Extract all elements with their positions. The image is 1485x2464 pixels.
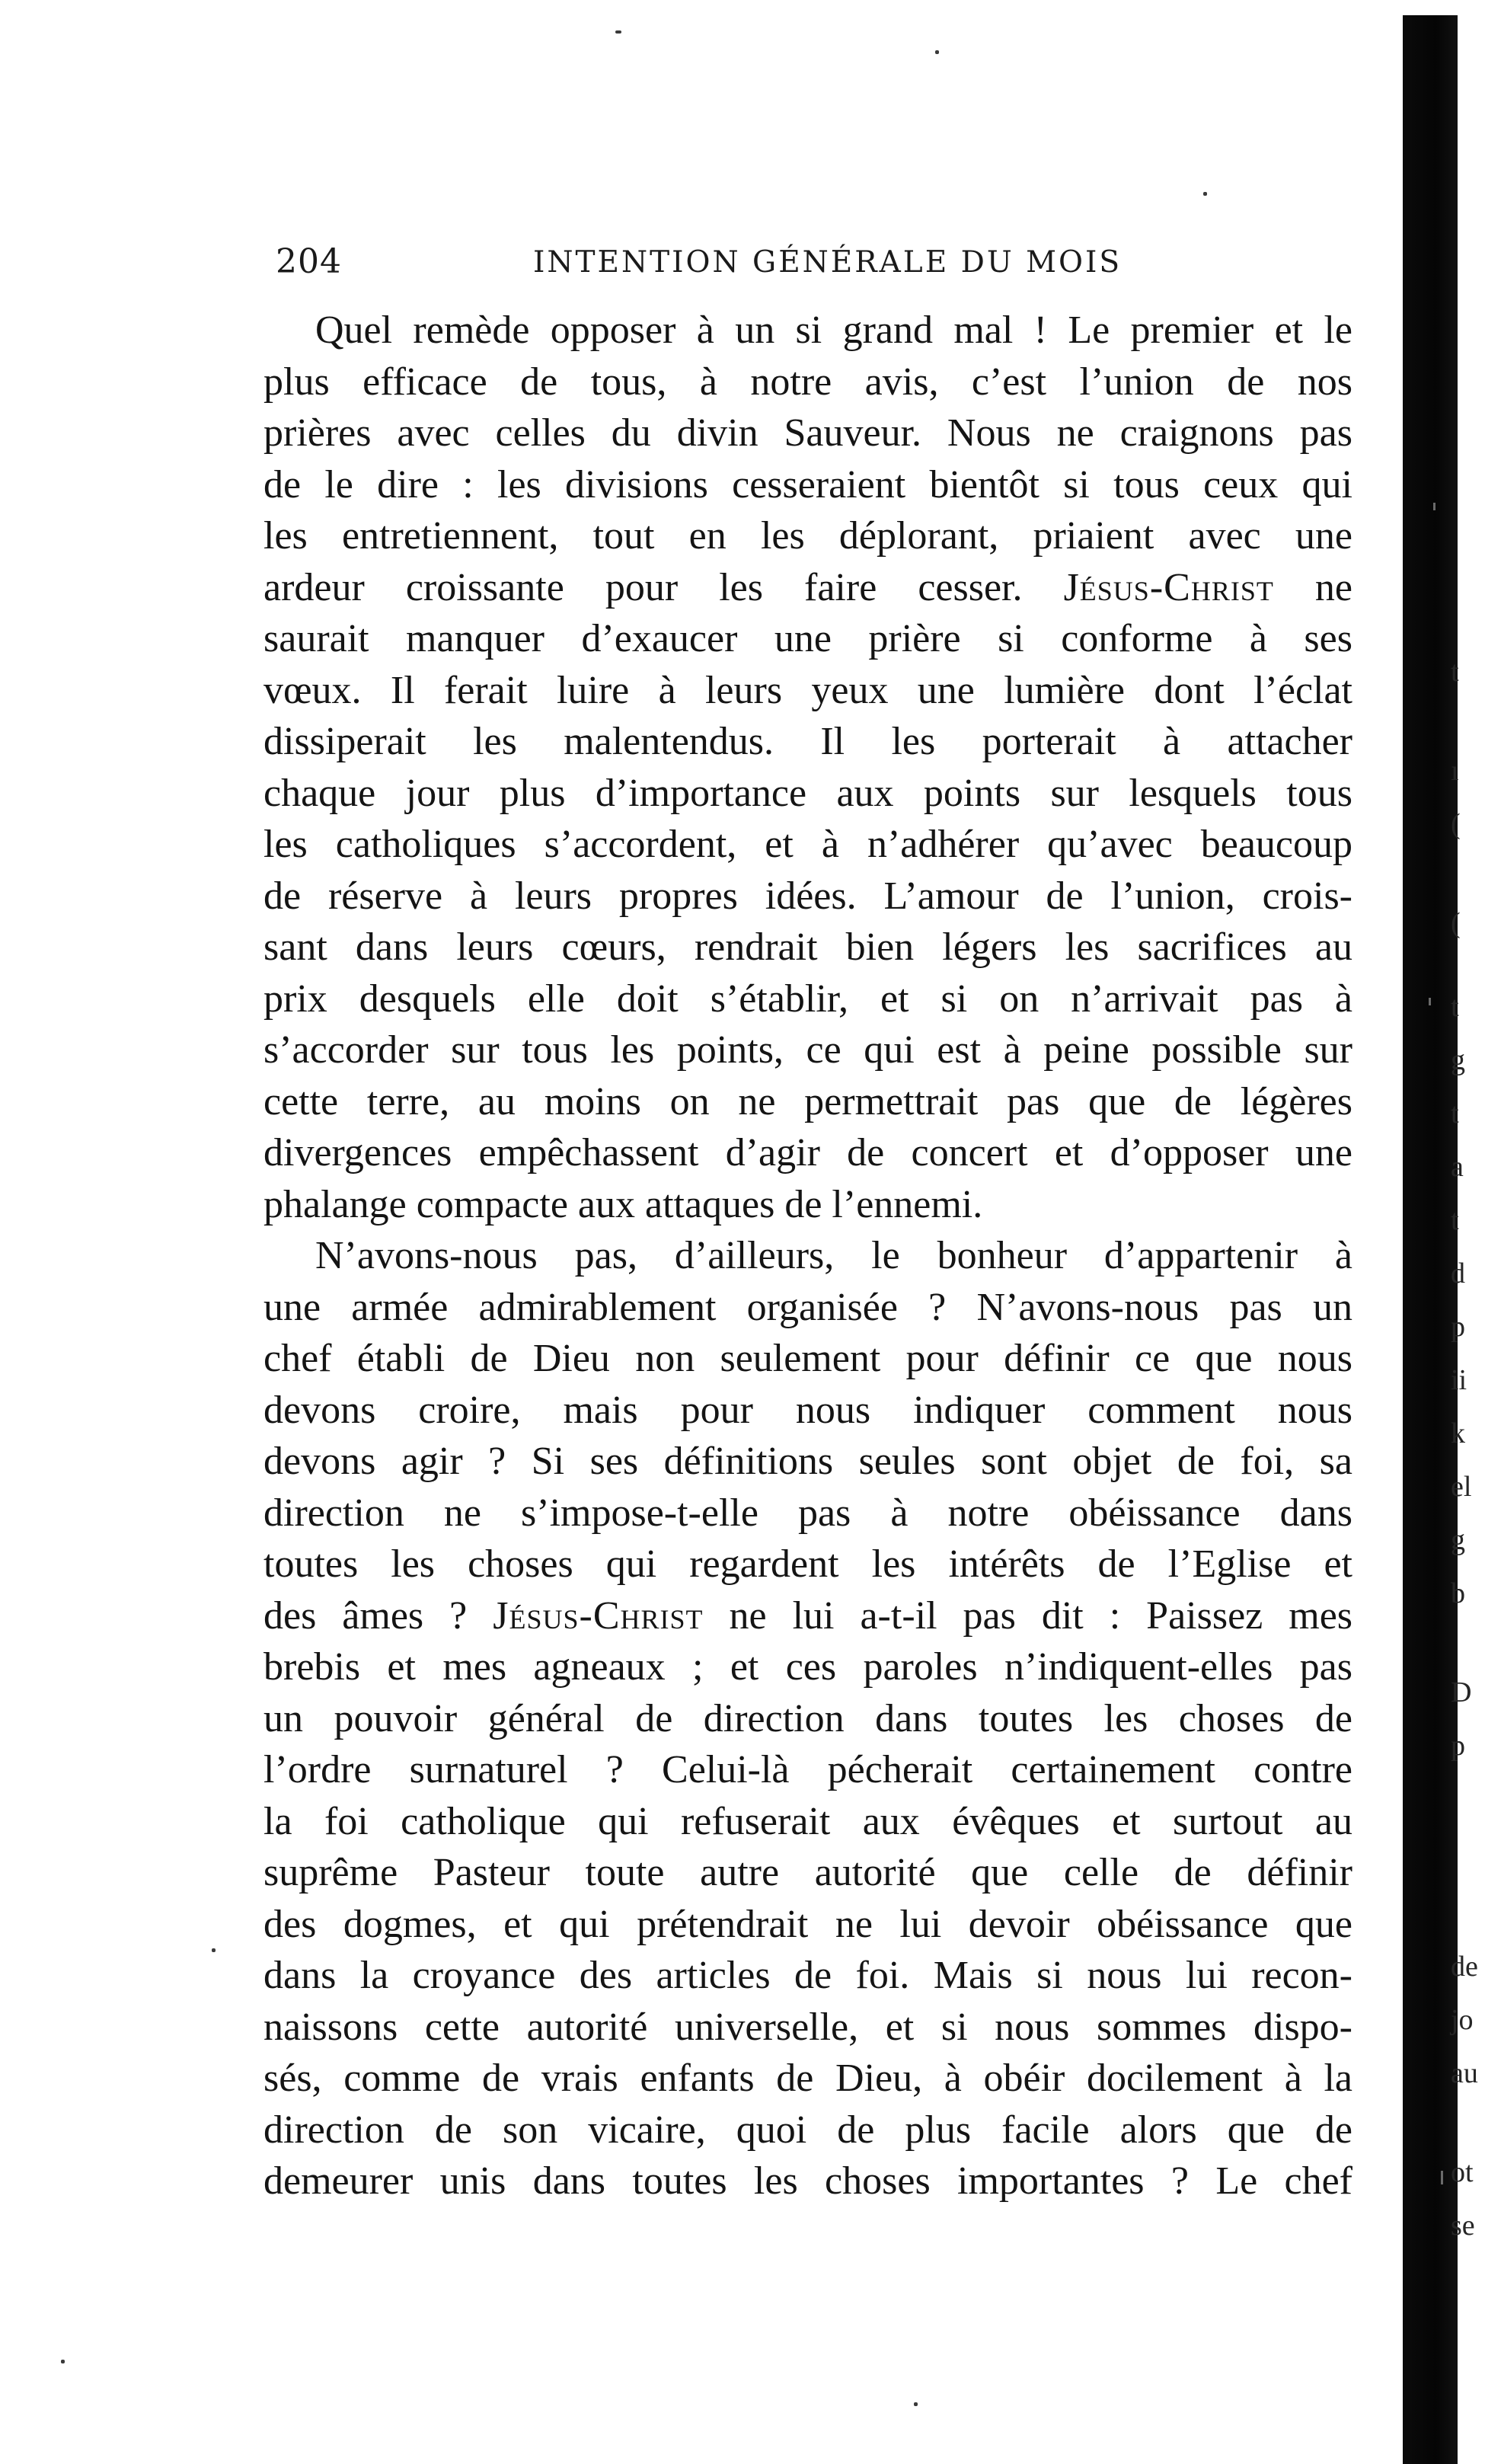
text-line: une armée admirablement organisée ? N’avons-nous pas un [263,1285,1352,1329]
edge-fragment: el [1451,1471,1472,1503]
text-line: naissons cette autorité universelle, et si nous sommes dispo- [263,2005,1352,2049]
text-line: sés, comme de vrais enfants de Dieu, à obéir docilement à la [263,2057,1352,2100]
small-caps-name: Jésus-Christ [493,1593,704,1638]
scan-speck [615,30,621,34]
edge-fragment: D [1451,1676,1472,1708]
text-line: de réserve à leurs propres idées. L’amour de l’union, crois- [263,874,1352,918]
edge-fragment: p [1451,1730,1465,1762]
text-line: saurait manquer d’exaucer une prière si conforme à ses [263,617,1352,660]
edge-fragment: ı [1451,755,1459,787]
text-line: demeurer unis dans toutes les choses importantes ? Le chef [263,2159,1352,2203]
edge-fragment: g [1451,1524,1465,1556]
text-line: phalange compacte aux attaques de l’ennemi. [263,1182,983,1226]
edge-fragment: jo [1451,2004,1474,2036]
page-number: 204 [276,242,342,281]
edge-fragment: ot [1451,2156,1474,2188]
page-header [276,242,1150,288]
text-fragment: ardeur croissante pour les faire cesser. [263,565,1023,609]
running-title: INTENTION GÉNÉRALE DU MOIS [533,245,1123,280]
scan-speck [61,2360,65,2363]
text-line: chaque jour plus d’importance aux points sur lesquels tous [263,771,1352,815]
text-line: prières avec celles du divin Sauveur. Nous ne craignons pas [263,411,1352,455]
text-line: divergences empêchassent d’agir de concert et d’opposer une [263,1131,1352,1174]
edge-fragment: t [1451,656,1459,688]
book-binding-shadow [1403,15,1458,2464]
text-line: dans la croyance des articles de foi. Mais si nous lui recon- [263,1954,1352,1997]
edge-fragment: d [1451,1258,1465,1290]
edge-fragment: g [1451,1044,1465,1076]
binding-speck [1433,503,1436,510]
text-line: des dogmes, et qui prétendrait ne lui devoir obéissance que [263,1902,1352,1946]
binding-speck [1429,998,1431,1005]
text-line: un pouvoir général de direction dans toutes les choses de [263,1696,1352,1740]
edge-fragment: p [1451,1311,1465,1343]
text-line: dissiperait les malentendus. Il les porterait à attacher [263,720,1352,763]
edge-fragment: ( [1451,808,1461,840]
edge-fragment: de [1451,1951,1478,1983]
text-line: direction de son vicaire, quoi de plus facile alors que de [263,2108,1352,2152]
text-line: de le dire : les divisions cesseraient bientôt si tous ceux qui [263,462,1352,507]
text-line: suprême Pasteur toute autre autorité que celle de définir [263,1851,1352,1894]
scan-speck [935,50,939,54]
text-fragment: des âmes ? [263,1593,468,1638]
scan-speck [1203,192,1207,196]
edge-fragment: ii [1451,1364,1467,1396]
text-fragment: ne [1314,565,1352,609]
text-line: devons agir ? Si ses définitions seules sont objet de foi, sa [263,1440,1352,1483]
text-line: brebis et mes agneaux ; et ces paroles n’indiquent-elles pas [263,1645,1352,1689]
text-line: chef établi de Dieu non seulement pour définir ce que nous [263,1337,1352,1380]
edge-fragment: t [1451,1204,1459,1236]
binding-speck [1441,2171,1443,2184]
text-line: cette terre, au moins on ne permettrait pas que de légères [263,1079,1352,1123]
edge-fragment: t [1451,1098,1459,1130]
edge-fragment: se [1451,2210,1475,2242]
scan-speck [914,2402,918,2406]
edge-fragment: ( [1451,907,1461,939]
small-caps-name: Jésus-Christ [1063,565,1274,609]
text-line: vœux. Il ferait luire à leurs yeux une lumière dont l’éclat [263,668,1352,712]
text-line: N’avons-nous pas, d’ailleurs, le bonheur d’appartenir à [315,1234,1352,1277]
text-line: sant dans leurs cœurs, rendrait bien légers les sacrifices au [263,925,1352,969]
text-line: Quel remède opposer à un si grand mal ! Le premier et le [315,308,1352,352]
text-line: toutes les choses qui regardent les intérêts de l’Eglise et [263,1542,1352,1586]
text-line [263,562,1352,614]
edge-fragment: k [1451,1417,1465,1449]
text-fragment: ne lui a-t-il pas dit : Paissez mes [729,1593,1352,1638]
edge-fragment: a [1451,1151,1464,1183]
text-line: l’ordre surnaturel ? Celui-là pécherait certainement contre [263,1748,1352,1791]
edge-fragment: t [1451,991,1459,1023]
text-line: les catholiques s’accordent, et à n’adhérer qu’avec beaucoup [263,823,1352,866]
scan-speck [212,1948,216,1952]
text-line: plus efficace de tous, à notre avis, c’est l’union de nos [263,360,1352,404]
text-line: s’accorder sur tous les points, ce qui est à peine possible sur [263,1028,1352,1072]
text-line: devons croire, mais pour nous indiquer comment nous [263,1388,1352,1432]
text-line: prix desquels elle doit s’établir, et si on n’arrivait pas à [263,976,1352,1021]
text-line: la foi catholique qui refuserait aux évêques et surtout au [263,1799,1352,1843]
body-text [263,305,1352,2207]
text-line: les entretiennent, tout en les déplorant, priaient avec une [263,514,1352,558]
edge-fragment: b [1451,1577,1465,1609]
text-line: direction ne s’impose-t-elle pas à notre obéissance dans [263,1491,1352,1535]
edge-fragment: au [1451,2057,1478,2089]
text-line [263,1590,1352,1642]
